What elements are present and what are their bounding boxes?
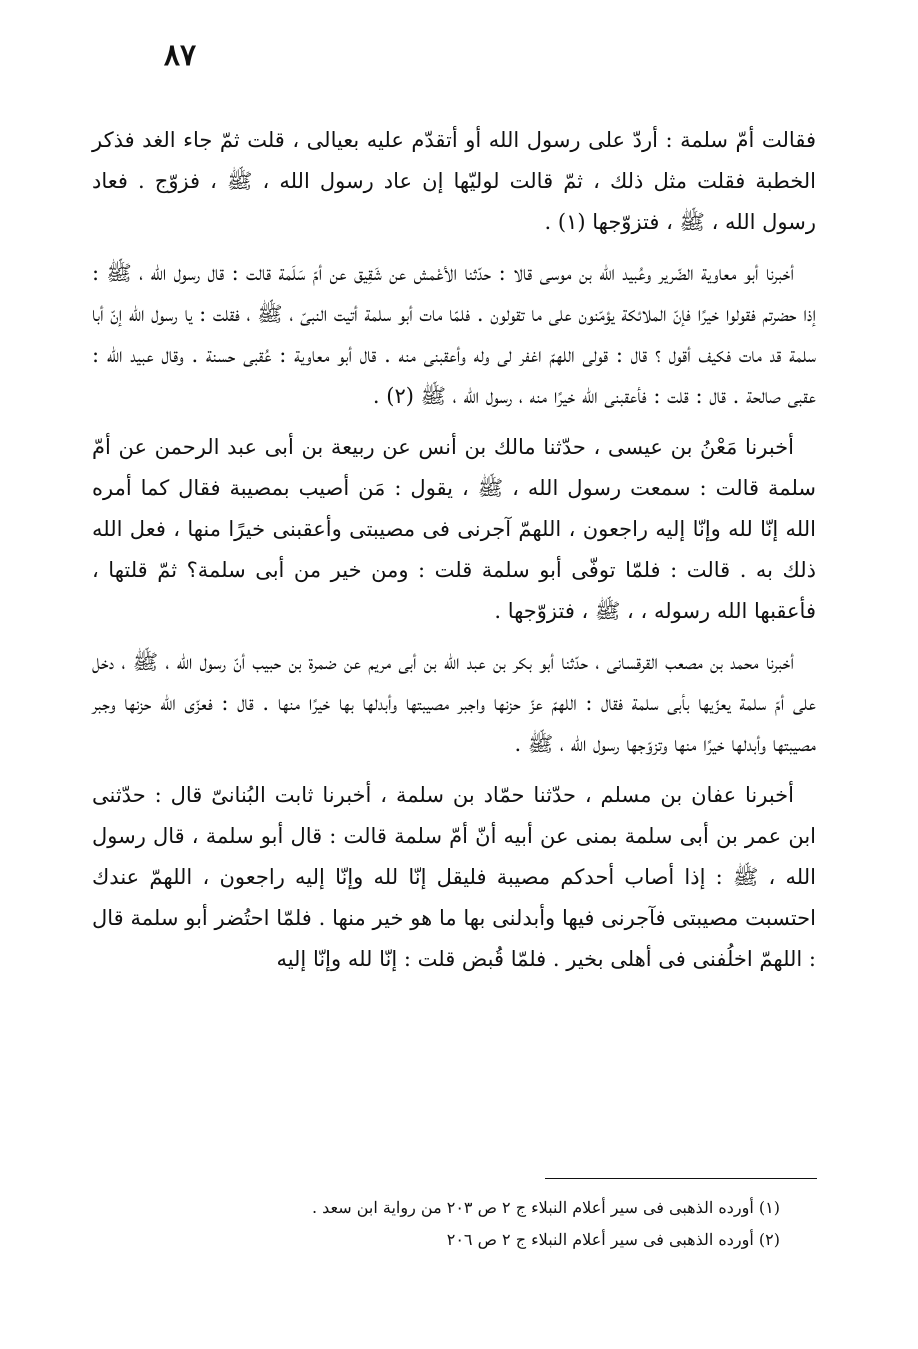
paragraph: أخبرنا أبو معاوية الضّرير وعُبيد الله بن موسى قالا : حدّثنا الأعْمش عن شَقِيق عن أمّ سَلَمة قالت : قال رسول الله ، ﷺ : إذا حضرتم فقولوا خيرًا فإنّ الملائكة يؤمّنون على ما تقولون . فلمّا مات أبو سلمة أتيت النبىّ ، ﷺ ، فقلت : يا رسول الله إنّ أبا سلمة قد مات فكيف أقول ؟ قال : قولى اللهمّ اغفر لى وله وأعقبنى منه . قال أبو معاوية : عُقبى حسنة . وقال عبيد الله : عقبى صالحة . قال : قلت : فأعقبنى الله خيرًا منه ، رسول الله ، ﷺ (٢) . xyxy=(92,261,816,408)
footnote-divider xyxy=(545,1178,817,1179)
footnote: (١) أورده الذهبى فى سير أعلام النبلاء ج ٢ ص ٢٠٣ من رواية ابن سعد . xyxy=(311,1198,780,1217)
paragraph: أخبرنا محمد بن مصعب القرقسانى ، حدّثنا أبو بكر بن عبد الله بن أبى مريم عن ضمرة بن حبيب أنّ رسول الله ، ﷺ ، دخل على أمّ سلمة يعزّيها بأبى سلمة فقال : اللهمّ عزّ حزنها واجبر مصيبتها وأبدلها بها خيرًا منها . قال : فعزّى الله حزنها وجبر مصيبتها وأبدلها خيرًا منها وتزوّجها رسول الله ، ﷺ . xyxy=(92,650,816,756)
paragraph: أخبرنا مَعْنُ بن عيسى ، حدّثنا مالك بن أنس عن ربيعة بن أبى عبد الرحمن عن أمّ سلمة قالت : سمعت رسول الله ، ﷺ ، يقول : مَن أصيب بمصيبة فقال كما أمره الله إنّا لله وإنّا إليه راجعون ، اللهمّ آجرنى فى مصيبتى وأعقبنى خيرًا منها ، فعل الله ذلك به . قالت : فلمّا توفّى أبو سلمة قلت : ومن خير من أبى سلمة؟ ثمّ قلتها ، فأعقبها الله رسوله ، ، ﷺ ، فتزوّجها . xyxy=(92,435,816,623)
paragraph: فقالت أمّ سلمة : أردّ على رسول الله أو أتقدّم عليه بعيالى ، قلت ثمّ جاء الغد فذكر الخطبة فقلت مثل ذلك ، ثمّ قالت لوليّها إن عاد رسول الله ، ﷺ ، فزوّج . فعاد رسول الله ، ﷺ ، فتزوّجها (١) . xyxy=(92,128,816,234)
page-number: ٨٧ xyxy=(163,38,197,73)
footnotes xyxy=(160,1192,780,1256)
main-text xyxy=(92,120,816,990)
paragraph: أخبرنا عفان بن مسلم ، حدّثنا حمّاد بن سلمة ، أخبرنا ثابت البُنانىّ قال : حدّثنى ابن عمر بن أبى سلمة بمنى عن أبيه أنّ أمّ سلمة قالت : قال أبو سلمة ، قال رسول الله ، ﷺ : إذا أصاب أحدكم مصيبة فليقل إنّا لله وإنّا إليه راجعون ، اللهمّ عندك احتسبت مصيبتى فآجرنى فيها وأبدلنى بها ما هو خير منها . فلمّا احتُضر أبو سلمة قال : اللهمّ اخلُفنى فى أهلى بخير . فلمّا قُبض قلت : إنّا لله وإنّا إليه xyxy=(92,783,816,971)
footnote: (٢) أورده الذهبى فى سير أعلام النبلاء ج ٢ ص ٢٠٦ xyxy=(446,1230,780,1249)
